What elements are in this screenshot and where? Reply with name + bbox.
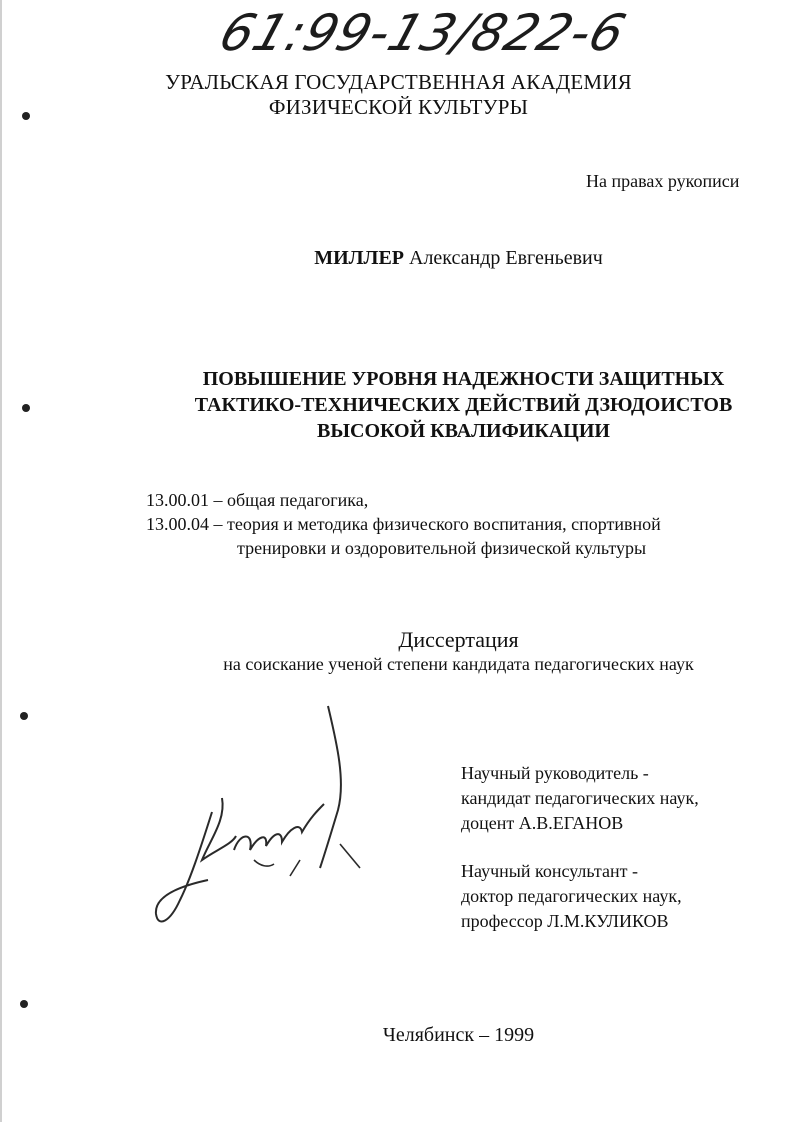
handwritten-signature bbox=[150, 700, 370, 940]
consultant-block bbox=[461, 859, 682, 934]
title-line-1: ПОВЫШЕНИЕ УРОВНЯ НАДЕЖНОСТИ ЗАЩИТНЫХ bbox=[202, 368, 725, 390]
institution-line-1: УРАЛЬСКАЯ ГОСУДАРСТВЕННАЯ АКАДЕМИЯ bbox=[165, 70, 632, 94]
degree-statement: на соискание ученой степени кандидата педагогических наук bbox=[223, 654, 694, 674]
author-name bbox=[0, 247, 797, 270]
signature-stroke bbox=[234, 804, 324, 850]
author-given-names: Александр Евгеньевич bbox=[404, 247, 603, 269]
consultant-degree: доктор педагогических наук, bbox=[461, 886, 682, 906]
handwritten-archive-number: 61:99-13/822-6 bbox=[212, 4, 634, 62]
signature-stroke bbox=[156, 812, 212, 922]
consultant-name: профессор Л.М.КУЛИКОВ bbox=[461, 911, 669, 931]
signature-stroke bbox=[254, 860, 274, 866]
specialty-line-2: 13.00.04 – теория и методика физического воспитания, спортивной bbox=[146, 514, 661, 534]
signature-stroke bbox=[320, 706, 341, 868]
signature-stroke bbox=[340, 844, 360, 868]
dissertation-title bbox=[0, 366, 797, 444]
supervisor-role: Научный руководитель - bbox=[461, 763, 649, 783]
page-scan-edge bbox=[0, 0, 2, 1122]
manuscript-rights-note: На правах рукописи bbox=[586, 171, 740, 191]
author-surname: МИЛЛЕР bbox=[314, 247, 404, 269]
institution-line-2: ФИЗИЧЕСКОЙ КУЛЬТУРЫ bbox=[268, 95, 529, 119]
specialty-line-1: 13.00.01 – общая педагогика, bbox=[146, 490, 369, 510]
signature-stroke bbox=[290, 860, 300, 876]
punch-hole-mark bbox=[20, 712, 28, 720]
document-type: Диссертация bbox=[398, 627, 519, 652]
supervisor-name: доцент А.В.ЕГАНОВ bbox=[461, 813, 624, 833]
institution-name bbox=[0, 70, 797, 120]
title-line-2: ТАКТИКО-ТЕХНИЧЕСКИХ ДЕЙСТВИЙ ДЗЮДОИСТОВ bbox=[194, 394, 733, 416]
specialty-line-3: тренировки и оздоровительной физической культуры bbox=[237, 538, 647, 558]
supervisor-block bbox=[461, 761, 699, 836]
consultant-role: Научный консультант - bbox=[461, 861, 638, 881]
supervisor-degree: кандидат педагогических наук, bbox=[461, 788, 699, 808]
title-line-3: ВЫСОКОЙ КВАЛИФИКАЦИИ bbox=[317, 420, 610, 442]
punch-hole-mark bbox=[20, 1000, 28, 1008]
place-and-year: Челябинск – 1999 bbox=[382, 1024, 535, 1046]
